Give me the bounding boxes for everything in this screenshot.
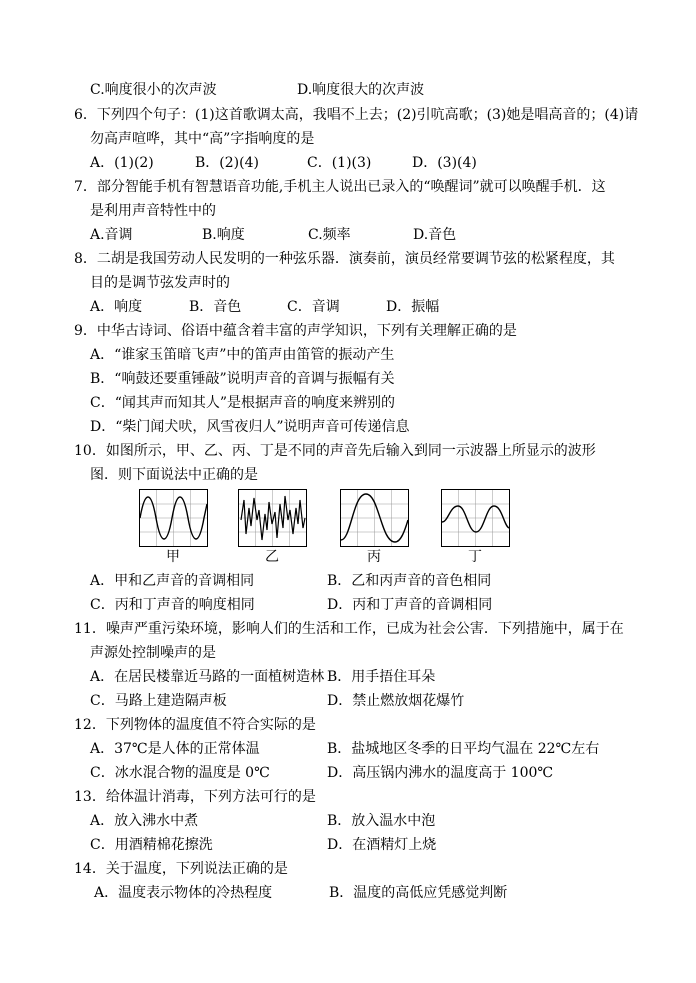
question-6-text: 6．下列四个句子：(1)这首歌调太高，我唱不上去；(2)引吭高歌；(3)她是唱高音的；(4)请 (74, 107, 639, 123)
option-a: A．37℃是人体的正常体温 (90, 741, 260, 757)
option-d: D．(3)(4) (412, 155, 477, 171)
waveform-jia (139, 489, 208, 547)
option-c: C．“闻其声而知其人”是根据声音的响度来辨别的 (90, 395, 396, 411)
option-c: C．音调 (287, 299, 340, 315)
waveform-bing (340, 489, 409, 547)
option-c: C.响度很小的次声波 (90, 82, 217, 98)
option-c: C．用酒精棉花擦洗 (90, 837, 213, 853)
option-a: A．放入沸水中煮 (90, 813, 199, 829)
question-11-text: 11．噪声严重污染环境，影响人们的生活和工作，已成为社会公害．下列措施中，属于在 (74, 621, 624, 637)
option-a: A．响度 (90, 299, 143, 315)
question-7-text-cont: 是利用声音特性中的 (90, 203, 216, 219)
option-d: D．振幅 (386, 299, 440, 315)
option-d: D．丙和丁声音的音调相同 (327, 597, 493, 613)
option-c: C．丙和丁声音的响度相同 (90, 597, 255, 613)
question-12-text: 12．下列物体的温度值不符合实际的是 (74, 717, 316, 733)
question-11-text-cont: 声源处控制噪声的是 (90, 645, 216, 661)
option-b: B．放入温水中泡 (327, 813, 436, 829)
option-d: D．高压锅内沸水的温度高于 100℃ (327, 765, 554, 781)
option-a: A．温度表示物体的冷热程度 (94, 885, 273, 901)
question-9-text: 9．中华古诗词、俗语中蕴含着丰富的声学知识，下列有关理解正确的是 (74, 323, 517, 339)
option-b: B．乙和丙声音的音色相同 (327, 573, 492, 589)
waveform-yi (238, 489, 307, 547)
option-c: C．(1)(3) (307, 155, 372, 171)
option-a: A.音调 (90, 227, 133, 243)
option-d: D．在酒精灯上烧 (327, 837, 437, 853)
option-d: D．禁止燃放烟花爆竹 (327, 693, 465, 709)
question-7-text: 7．部分智能手机有智慧语音功能,手机主人说出已录入的“唤醒词”就可以唤醒手机．这 (74, 179, 606, 195)
figure-caption-yi: 乙 (265, 549, 279, 565)
option-c: C.频率 (308, 227, 351, 243)
option-d: D．“柴门闻犬吠，风雪夜归人”说明声音可传递信息 (90, 419, 410, 435)
option-b: B．“响鼓还要重锤敲”说明声音的音调与振幅有关 (90, 371, 395, 387)
option-d: D.音色 (413, 227, 457, 243)
option-b: B．用手捂住耳朵 (327, 669, 436, 685)
question-6-text-cont: 勿高声喧哗，其中“高”字指响度的是 (90, 131, 315, 147)
option-a: A．甲和乙声音的音调相同 (90, 573, 255, 589)
option-b: B.响度 (202, 227, 245, 243)
figure-caption-jia: 甲 (166, 549, 180, 565)
question-13-text: 13．给体温计消毒，下列方法可行的是 (74, 789, 316, 805)
option-b: B．盐城地区冬季的日平均气温在 22℃左右 (327, 741, 600, 757)
question-8-text: 8．二胡是我国劳动人民发明的一种弦乐器．演奏前，演员经常要调节弦的松紧程度，其 (74, 251, 615, 267)
question-14-text: 14．关于温度，下列说法正确的是 (74, 861, 288, 877)
option-b: B．(2)(4) (195, 155, 259, 171)
question-8-text-cont: 目的是调节弦发声时的 (90, 275, 230, 291)
option-a: A．在居民楼靠近马路的一面植树造林 (90, 669, 325, 685)
figure-caption-ding: 丁 (468, 549, 482, 565)
option-a: A．(1)(2) (90, 155, 154, 171)
option-b: B．温度的高低应凭感觉判断 (329, 885, 508, 901)
option-c: C．马路上建造隔声板 (90, 693, 227, 709)
question-10-text-cont: 图．则下面说法中正确的是 (90, 467, 258, 483)
option-d: D.响度很大的次声波 (297, 82, 425, 98)
option-c: C．冰水混合物的温度是 0℃ (90, 765, 270, 781)
question-10-text: 10．如图所示，甲、乙、丙、丁是不同的声音先后输入到同一示波器上所显示的波形 (74, 443, 596, 459)
option-b: B．音色 (189, 299, 242, 315)
option-a: A．“谁家玉笛暗飞声”中的笛声由笛管的振动产生 (90, 347, 395, 363)
waveform-ding (441, 489, 510, 547)
figure-caption-bing: 丙 (367, 549, 381, 565)
